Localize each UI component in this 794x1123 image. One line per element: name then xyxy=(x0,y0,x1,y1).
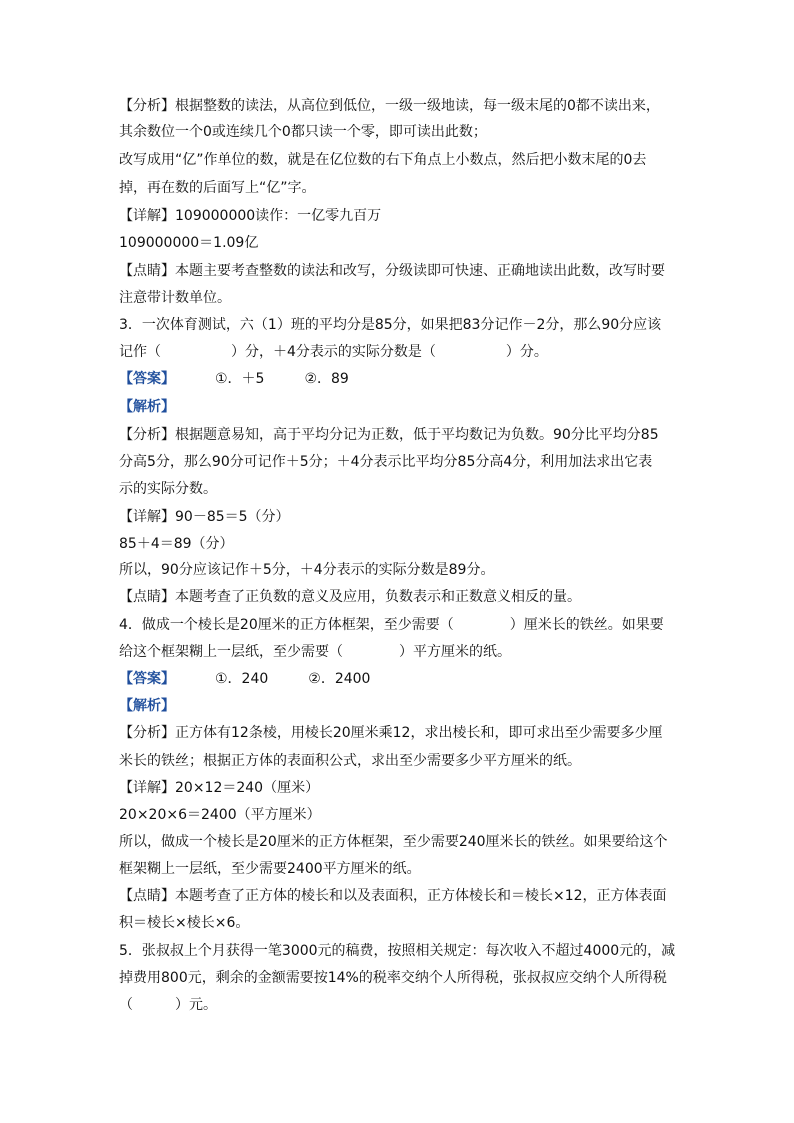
question-3-line-2: 记作（ ）分，＋4分表示的实际分数是（ ）分。 xyxy=(119,344,548,360)
text-line: 【详解】90－85＝5（分） xyxy=(119,509,290,525)
answer-1: ①．240 xyxy=(215,671,269,687)
text-line: 所以，做成一个棱长是20厘米的正方体框架，至少需要240厘米长的铁丝。如果要给这个 xyxy=(119,834,668,850)
text-line: 掉，再在数的后面写上“亿”字。 xyxy=(119,180,316,196)
text-line: 【详解】20×12＝240（厘米） xyxy=(119,780,320,796)
analysis-label-row xyxy=(119,696,684,716)
answer-2: ②．2400 xyxy=(308,671,371,687)
text-line: 示的实际分数。 xyxy=(119,481,217,497)
answer-row xyxy=(119,669,684,689)
answer-row xyxy=(119,369,684,389)
question-4: 4．做成一个棱长是20厘米的正方体框架，至少需要（ ）厘米长的铁丝。如果要 xyxy=(119,617,664,633)
text-line: 其余数位一个0或连续几个0都只读一个零，即可读出此数； xyxy=(119,124,487,140)
text-line: 分高5分，那么90分可记作＋5分；＋4分表示比平均分85分高4分，利用加法求出它表 xyxy=(119,454,653,470)
text-line: 【点睛】本题考查了正负数的意义及应用，负数表示和正数意义相反的量。 xyxy=(119,589,581,605)
question-5: 5．张叔叔上个月获得一笔3000元的稿费，按照相关规定：每次收入不超过4000元的，减 xyxy=(119,943,676,959)
question-3: 3．一次体育测试，六（1）班的平均分是85分，如果把83分记作－2分，那么90分应该 xyxy=(119,317,662,333)
text-line: 109000000＝1.09亿 xyxy=(119,235,259,251)
text-line: 【分析】根据题意易知，高于平均分记为正数，低于平均数记为负数。90分比平均分85 xyxy=(119,427,659,443)
answer-label: 【答案】 xyxy=(119,371,175,387)
text-line: 85＋4＝89（分） xyxy=(119,536,234,552)
text-line: 注意带计数单位。 xyxy=(119,290,231,306)
answer-1: ①．＋5 xyxy=(215,371,265,387)
text-line: 所以，90分应该记作＋5分，＋4分表示的实际分数是89分。 xyxy=(119,562,495,578)
text-line: 【详解】109000000读作：一亿零九百万 xyxy=(119,208,382,224)
analysis-label-row xyxy=(119,397,684,417)
text-line: 20×20×6＝2400（平方厘米） xyxy=(119,807,321,823)
question-4-line-2: 给这个框架糊上一层纸，至少需要（ ）平方厘米的纸。 xyxy=(119,644,511,660)
text-line: 【点睛】本题考查了正方体的棱长和以及表面积，正方体棱长和＝棱长×12，正方体表面 xyxy=(119,888,667,904)
question-5-line-2: 掉费用800元，剩余的金额需要按14%的税率交纳个人所得税，张叔叔应交纳个人所得税 xyxy=(119,970,667,986)
text-line: 【分析】正方体有12条棱，用棱长20厘米乘12，求出棱长和，即可求出至少需要多少厘 xyxy=(119,725,663,741)
answer-2: ②．89 xyxy=(304,371,349,387)
analysis-label: 【解析】 xyxy=(119,698,175,714)
text-line: 框架糊上一层纸，至少需要2400平方厘米的纸。 xyxy=(119,861,421,877)
question-5-line-3: （ ）元。 xyxy=(119,997,217,1013)
analysis-label: 【解析】 xyxy=(119,399,175,415)
text-line: 米长的铁丝；根据正方体的表面积公式，求出至少需要多少平方厘米的纸。 xyxy=(119,753,581,769)
answer-label: 【答案】 xyxy=(119,671,175,687)
text-line: 积＝棱长×棱长×6。 xyxy=(119,915,250,931)
text-line: 【分析】根据整数的读法，从高位到低位，一级一级地读，每一级末尾的0都不读出来， xyxy=(119,98,660,114)
text-line: 改写成用“亿”作单位的数，就是在亿位数的右下角点上小数点，然后把小数末尾的0去 xyxy=(119,152,647,168)
text-line: 【点睛】本题主要考查整数的读法和改写，分级读即可快速、正确地读出此数，改写时要 xyxy=(119,263,665,279)
